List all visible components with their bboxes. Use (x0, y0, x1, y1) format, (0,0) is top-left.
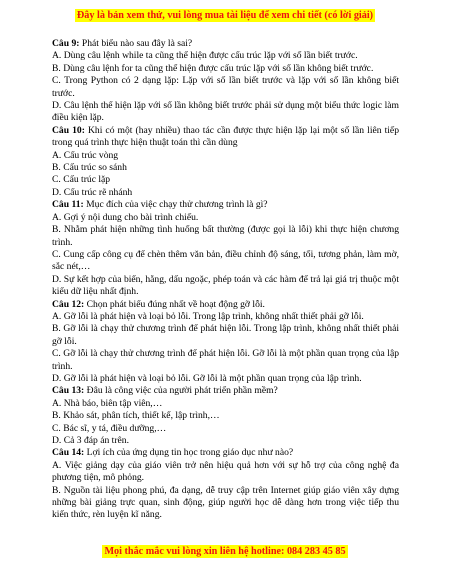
option-d: D. Cấu trúc rẽ nhánh (52, 186, 133, 198)
option-c: C. Trong Python có 2 dạng lặp: Lặp với số lần biết trước và lặp với số lần không biết trước. (52, 75, 399, 99)
option-c: C. Gỡ lỗi là chạy thử chương trình để phát hiện lỗi. Gỡ lỗi là một phần quan trọng của lập trình. (52, 348, 399, 372)
question-text: Mục đích của việc chạy thử chương trình là gì? (86, 199, 268, 211)
question-number: Câu 12: (52, 298, 85, 310)
question-stem (52, 38, 399, 50)
option-a: A. Cấu trúc vòng (52, 149, 119, 161)
option-a: A. Việc giảng dạy của giáo viên trở nên hiệu quả hơn với sự hỗ trợ của công nghệ đa phương tiện, mô phỏng. (52, 459, 399, 484)
option-c: C. Bác sĩ, y tá, điều dưỡng,… (52, 422, 167, 434)
question-11 (52, 199, 399, 298)
option-b: B. Nguồn tài liệu phong phú, đa dạng, dễ truy cập trên Internet giúp giáo viên xây dựng những bài giảng trực quan, sinh động, giúp người học dễ dàng hơn trong việc tiếp thu kiến thức, rèn luyện kĩ năng. (52, 484, 399, 521)
option-b: B. Dùng câu lệnh for ta cũng thể hiện được cấu trúc lặp với số lần không biết trước. (52, 62, 374, 74)
option-d: D. Câu lệnh thể hiện lặp với số lần không biết trước phải sử dụng một biểu thức logic làm điều kiện lặp. (52, 100, 399, 124)
question-10 (52, 125, 399, 199)
option-a: A. Gỡ lỗi là phát hiện và loại bỏ lỗi. Trong lập trình, không nhất thiết phải gỡ lỗi. (52, 310, 364, 322)
question-text: Phát biểu nào sau đây là sai? (81, 38, 193, 49)
option-b: B. Gỡ lỗi là chạy thử chương trình để phát hiện lỗi. Trong lập trình, không nhất thiết phải gỡ lỗi. (52, 323, 399, 347)
question-text: Đâu là công việc của người phát triển phần mềm? (86, 385, 278, 397)
question-12 (52, 299, 399, 386)
option-b: B. Cấu trúc so sánh (52, 162, 127, 174)
question-number: Câu 9: (52, 38, 80, 49)
question-stem (52, 385, 399, 397)
header-notice-text: Đây là bản xem thử, vui lòng mua tài liệu để xem chi tiết (có lời giải) (76, 10, 374, 21)
question-number: Câu 11: (52, 199, 84, 211)
option-c: C. Cấu trúc lặp (52, 174, 111, 186)
question-text: Chọn phát biểu đúng nhất về hoạt động gỡ lỗi. (86, 298, 265, 310)
option-a: A. Dùng câu lệnh while ta cũng thể hiện được cấu trúc lặp với số lần biết trước. (52, 50, 358, 62)
footer-notice (0, 546, 450, 557)
question-number: Câu 10: (52, 124, 85, 136)
header-notice (0, 10, 450, 21)
question-9 (52, 38, 399, 125)
option-d: D. Sự kết hợp của biến, hằng, dấu ngoặc, phép toán và các hàm để trả lại giá trị thuộc một kiểu dữ liệu nhất định. (52, 273, 399, 298)
question-14 (52, 447, 399, 521)
question-stem (52, 447, 399, 459)
option-c: C. Cung cấp công cụ để chèn thêm văn bản, điều chỉnh độ sáng, tối, tương phản, làm mờ, sắc nét,… (52, 248, 399, 273)
question-stem (52, 199, 399, 211)
question-text: Lợi ích của ứng dụng tin học trong giáo dục như nào? (86, 447, 294, 459)
question-stem (52, 125, 399, 150)
option-a: A. Gợi ý nội dung cho bài trình chiếu. (52, 211, 199, 223)
question-13 (52, 385, 399, 447)
question-number: Câu 14: (52, 447, 85, 459)
option-d: D. Cả 3 đáp án trên. (52, 435, 129, 446)
footer-notice-text: Mọi thắc mắc vui lòng xin liên hệ hotline: 084 283 45 85 (104, 546, 346, 557)
option-d: D. Gỡ lỗi là phát hiện và loại bỏ lỗi. Gỡ lỗi là một phần quan trọng của lập trình. (52, 372, 362, 384)
option-a: A. Nhà báo, biên tập viên,… (52, 397, 163, 409)
question-text: Khi có một (hay nhiều) thao tác cần được thực hiện lặp lại một số lần liên tiếp trong quá trình thực hiện thuật toán thì cần dùng (52, 124, 399, 149)
question-number: Câu 13: (52, 385, 85, 397)
option-b: B. Khảo sát, phân tích, thiết kế, lập trình,… (52, 410, 220, 422)
option-b: B. Nhằm phát hiện những tình huống bất thường (được gọi là lỗi) khi thực hiện chương trình. (52, 224, 399, 248)
question-list (52, 38, 399, 522)
question-stem (52, 299, 399, 311)
